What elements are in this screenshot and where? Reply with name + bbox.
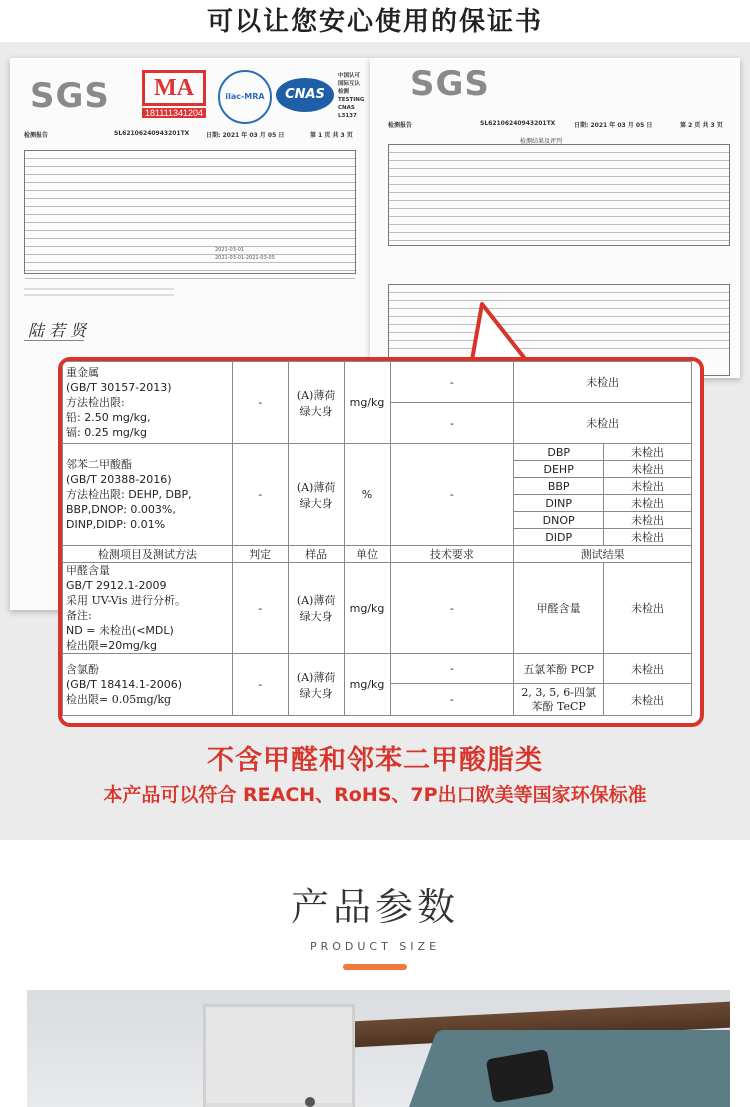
zoomed-results-callout: [58, 357, 704, 727]
sample-cell: (A)薄荷绿大身: [288, 563, 344, 654]
table-row: [63, 654, 692, 684]
compound-name: 2, 3, 5, 6-四氯苯酚 TeCP: [514, 684, 604, 716]
sample-cell: (A)薄荷绿大身: [288, 362, 344, 444]
unit-cell: mg/kg: [344, 654, 390, 716]
phthalate-item: 邻苯二甲酸酯 (GB/T 20388-2016) 方法检出限: DEHP, DBP, BBP,DNOP: 0.003%, DINP,DIDP: 0.01%: [63, 444, 233, 546]
result-cell: 未检出: [604, 478, 692, 495]
compound-name: DBP: [514, 444, 604, 461]
result-cell: 未检出: [604, 495, 692, 512]
unit-cell: mg/kg: [344, 563, 390, 654]
table-row: [63, 563, 692, 654]
section-accent-bar: [343, 964, 407, 970]
result-cell: 未检出: [604, 654, 692, 684]
result-cell: 未检出: [604, 444, 692, 461]
sgs-logo: SGS: [30, 76, 110, 116]
sample-cell: (A)薄荷绿大身: [288, 444, 344, 546]
compound-name: BBP: [514, 478, 604, 495]
report-number: SL62106240943201TX: [480, 120, 556, 127]
report-label: 检测报告: [388, 122, 413, 129]
test-results-table: [62, 361, 692, 716]
report-label: 检测报告: [24, 132, 49, 139]
result-cell: 未检出: [604, 563, 692, 654]
unit-cell: mg/kg: [344, 362, 390, 444]
requirement-cell: -: [390, 563, 514, 654]
header-result: 测试结果: [514, 546, 692, 563]
monitor: [203, 1004, 355, 1107]
unit-cell: %: [344, 444, 390, 546]
claim-title: 不含甲醛和邻苯二甲酸脂类: [207, 745, 543, 776]
apple-logo-icon: [305, 1097, 315, 1107]
requirement-cell: -: [390, 362, 514, 403]
ma-logo: [142, 70, 206, 116]
requirement-cell: -: [390, 444, 514, 546]
report-number: SL62106240943201TX: [114, 130, 190, 137]
cnas-logo: CNAS: [276, 78, 334, 112]
judge-cell: -: [232, 362, 288, 444]
formaldehyde-item: 甲醛含量 GB/T 2912.1-2009 采用 UV-Vis 进行分析。 备注: ND = 未检出(<MDL) 检出限=20mg/kg: [63, 563, 233, 654]
header-sample: 样品: [288, 546, 344, 563]
result-cell: 未检出: [604, 461, 692, 478]
judge-cell: -: [232, 444, 288, 546]
result-cell: 未检出: [514, 362, 692, 403]
table-row: [63, 362, 692, 403]
report-date: 日期: 2021 年 03 月 05 日: [206, 132, 285, 139]
sample-cell: (A)薄荷绿大身: [288, 654, 344, 716]
judge-cell: -: [232, 654, 288, 716]
ma-mark: MA: [142, 70, 206, 106]
sgs-logo: SGS: [410, 64, 490, 104]
test-date-range: 2021-03-01-2021-03-05: [215, 255, 275, 261]
desk-mat: [397, 1030, 730, 1107]
header-requirement: 技术要求: [390, 546, 514, 563]
sample-info-table: [24, 150, 356, 274]
compound-name: 五氯苯酚 PCP: [514, 654, 604, 684]
requirement-cell: -: [390, 684, 514, 716]
results-table-title: 检测结果及评判: [520, 138, 563, 145]
page-title: 可以让您安心使用的保证书: [206, 7, 543, 37]
callout-pointer: [466, 302, 546, 362]
requirement-cell: -: [390, 403, 514, 444]
cnas-caption: 中国认可 国际互认 检测 TESTING CNAS L3137: [338, 73, 365, 119]
result-cell: 未检出: [604, 512, 692, 529]
signature: 陆 若 贤: [28, 321, 87, 340]
ilac-mra-logo: ilac-MRA: [218, 70, 272, 124]
judge-cell: -: [232, 563, 288, 654]
table-row: [63, 444, 692, 461]
ma-number: 181111341204: [142, 108, 206, 118]
report-date: 日期: 2021 年 03 月 05 日: [574, 122, 653, 129]
heavy-metal-item: 重金属 (GB/T 30157-2013) 方法检出限: 铅: 2.50 mg/kg, 镉: 0.25 mg/kg: [63, 362, 233, 444]
header-unit: 单位: [344, 546, 390, 563]
compound-name: DNOP: [514, 512, 604, 529]
header-item: 检测项目及测试方法: [63, 546, 233, 563]
result-cell: 未检出: [604, 529, 692, 546]
claim-subtitle: 本产品可以符合 REACH、RoHS、7P出口欧美等国家环保标准: [103, 784, 647, 806]
section-title: 产品参数: [290, 885, 459, 929]
table-header-row: [63, 546, 692, 563]
requirement-cell: -: [390, 654, 514, 684]
product-photo: [27, 990, 730, 1107]
compound-name: DIDP: [514, 529, 604, 546]
result-cell: 未检出: [514, 403, 692, 444]
result-cell: 未检出: [604, 684, 692, 716]
certificate-page-2: [370, 58, 740, 378]
report-page: 第 1 页 共 3 页: [310, 132, 353, 139]
header-judge: 判定: [232, 546, 288, 563]
compound-name: DEHP: [514, 461, 604, 478]
chlorophenol-item: 含氯酚 (GB/T 18414.1-2006) 检出限= 0.05mg/kg: [63, 654, 233, 716]
certification-logos: [30, 70, 365, 130]
compound-name: 甲醛含量: [514, 563, 604, 654]
compound-name: DINP: [514, 495, 604, 512]
test-date-start: 2021-03-01: [215, 247, 245, 253]
results-mini-table: [388, 144, 730, 246]
section-subtitle: PRODUCT SIZE: [309, 940, 441, 953]
report-page: 第 2 页 共 3 页: [680, 122, 723, 129]
